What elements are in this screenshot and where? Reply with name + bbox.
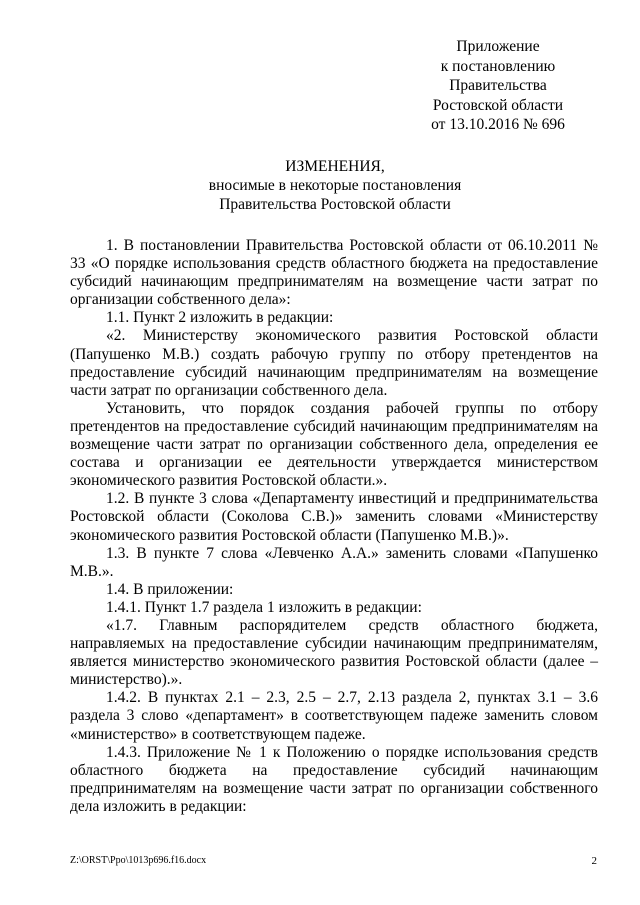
appendix-line: Ростовской области	[432, 96, 564, 114]
document-heading	[70, 157, 600, 214]
document-body	[70, 237, 598, 816]
paragraph: Установить, что порядок создания рабочей группы по отбору претендентов на предоставление субсидий начинающим предпринимателям на возмещение части затрат по организации собственного дела, определения ее состава и организации ее деятельности утверждается министерством экономического развития Ростовской области.».	[70, 399, 598, 490]
paragraph: 1.4.3. Приложение № 1 к Положению о порядке использования средств областного бюджета на предоставление субсидий начинающим предпринимателям на возмещение части затрат по организации собственного дела изложить в редакции:	[70, 743, 598, 815]
paragraph: 1.4.2. В пунктах 2.1 – 2.3, 2.5 – 2.7, 2.13 раздела 2, пунктах 3.1 – 3.6 раздела 3 слово «департамент» в соответствующем падеже заменить словом «министерство» в соответствующем падеже.	[70, 689, 598, 743]
appendix-line: Приложение	[456, 38, 540, 55]
appendix-line: к постановлению	[440, 57, 556, 75]
footer-file-path: Z:\ORST\Ppo\1013p696.f16.docx	[70, 855, 207, 866]
appendix-line: от 13.10.2016 № 696	[431, 116, 565, 133]
page-number: 2	[591, 855, 597, 867]
paragraph: 1.2. В пункте 3 слова «Департаменту инвестиций и предпринимательства Ростовской области (Соколова С.В.)» заменить словами «Министерству экономического развития Ростовской области (Папушенко М.В.)».	[70, 490, 598, 544]
paragraph: 1.4.1. Пункт 1.7 раздела 1 изложить в редакции:	[106, 598, 422, 616]
paragraph: «2. Министерству экономического развития Ростовской области (Папушенко М.В.) создать рабочую группу по отбору претендентов на предоставление субсидий начинающим предпринимателям на возмещение части затрат по организации собственного дела.	[70, 327, 598, 399]
document-subtitle: Правительства Ростовской области	[219, 196, 451, 213]
appendix-block	[398, 37, 598, 135]
document-subtitle: вносимые в некоторые постановления	[208, 177, 462, 194]
appendix-line: Правительства	[449, 77, 547, 94]
paragraph: «1.7. Главным распорядителем средств областного бюджета, направляемых на предоставление субсидии начинающим предпринимателям, является министерство экономического развития Ростовской области (далее – министерство).».	[70, 616, 598, 689]
paragraph: 1.1. Пункт 2 изложить в редакции:	[106, 309, 334, 327]
paragraph: 1. В постановлении Правительства Ростовской области от 06.10.2011 № 33 «О порядке использования средств областного бюджета на предоставление субсидий начинающим предпринимателям на возмещение части затрат по организации собственного дела»:	[70, 237, 598, 309]
paragraph: 1.3. В пункте 7 слова «Левченко А.А.» заменить словами «Папушенко М.В.».	[70, 544, 598, 580]
paragraph: 1.4. В приложении:	[106, 580, 234, 598]
document-title: ИЗМЕНЕНИЯ,	[285, 158, 385, 175]
